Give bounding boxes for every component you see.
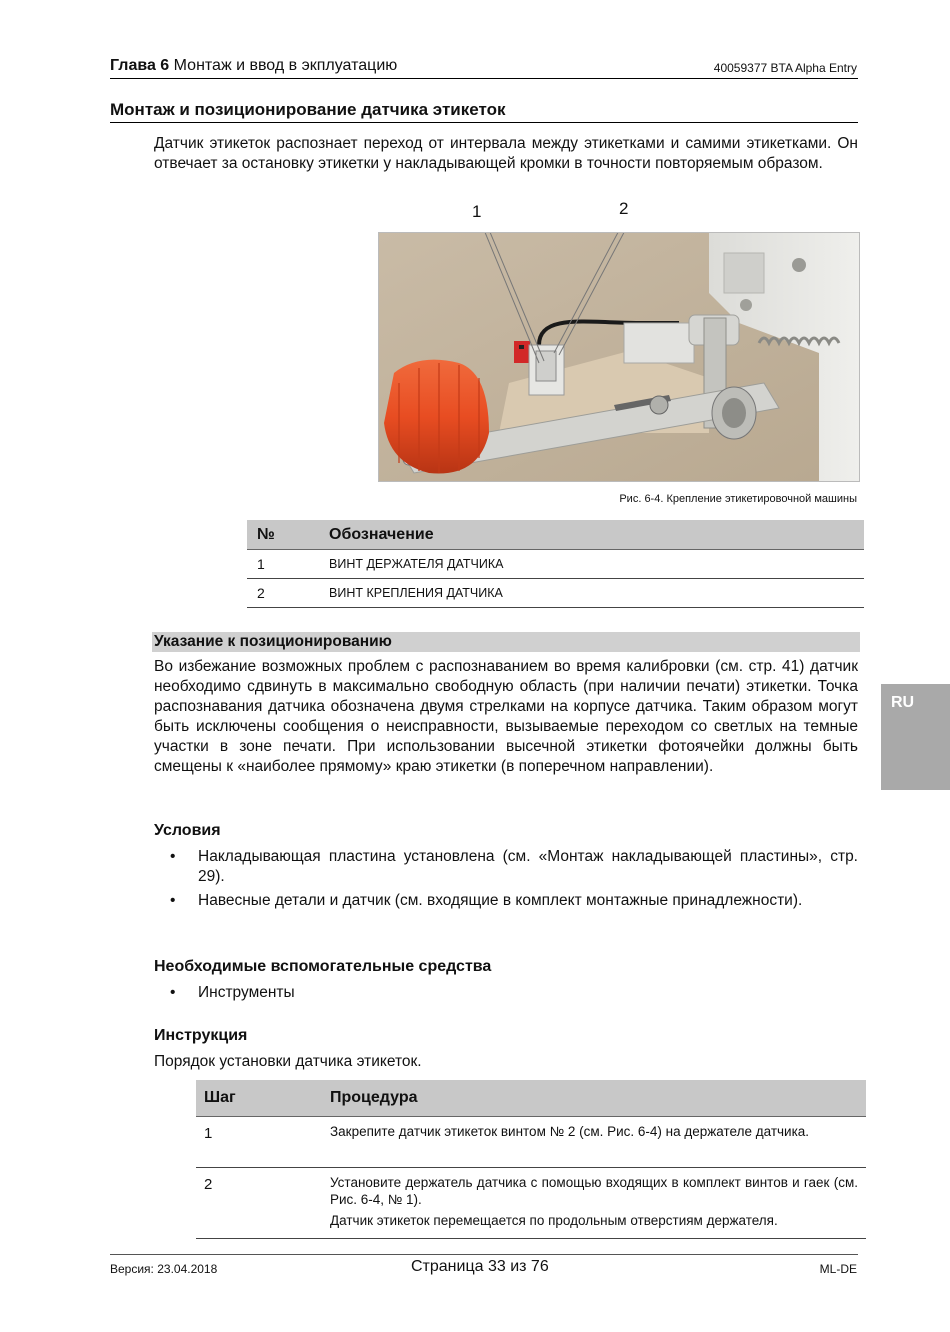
table-header-row [247,520,864,550]
procedure-table [196,1080,866,1239]
table-row [196,1168,866,1239]
footer-code: ML-DE [819,1262,857,1276]
note-title-bar: Указание к позиционированию [152,632,860,652]
condition-item: Накладывающая пластина установлена (см. «Монтаж накладывающей пластины», стр. 29). [198,848,858,885]
table-row [247,579,864,608]
document-id: 40059377 BTA Alpha Entry [713,61,857,75]
section-title: Монтаж и позиционирование датчика этикеток [110,100,506,119]
step-number: 2 [196,1168,322,1239]
table-row [196,1117,866,1168]
sensor-mounting-photo [378,232,860,482]
step-number: 1 [196,1117,322,1168]
column-header-number: № [247,520,319,550]
tools-heading: Необходимые вспомогательные средства [154,958,492,975]
bullet-icon: • [170,848,176,865]
chapter-label: Глава 6 [110,57,170,74]
row-label: ВИНТ ДЕРЖАТЕЛЯ ДАТЧИКА [319,550,864,579]
row-label: ВИНТ КРЕПЛЕНИЯ ДАТЧИКА [319,579,864,608]
language-tab-label: RU [891,694,915,711]
chapter-title: Монтаж и ввод в экплуатацию [173,57,398,74]
instructions-subtitle: Порядок установки датчика этикеток. [154,1053,422,1070]
callout-1: 1 [472,202,482,221]
header-divider [110,78,858,79]
table-header-row [196,1080,866,1117]
row-number: 1 [247,550,319,579]
callout-2: 2 [619,199,629,218]
legend-table [247,520,864,608]
chapter-header [110,57,397,75]
column-header-step: Шаг [196,1080,322,1117]
step-line: Датчик этикеток перемещается по продольным отверстиям держателя. [330,1213,778,1228]
step-line: Установите держатель датчика с помощью входящих в комплект винтов и гаек (см. Рис. 6-4, № 1). [330,1175,858,1207]
condition-item: Навесные детали и датчик (см. входящие в комплект монтажные принадлежности). [198,892,803,909]
step-text: Закрепите датчик этикеток винтом № 2 (см. Рис. 6-4) на держателе датчика. [322,1117,866,1168]
bullet-icon: • [170,892,176,909]
conditions-heading: Условия [154,822,221,839]
footer-divider [110,1254,858,1255]
instructions-heading: Инструкция [154,1027,248,1044]
tool-item: Инструменты [198,984,295,1001]
step-text [322,1168,866,1239]
sensor-mounting-illustration [379,233,859,481]
language-tab [881,684,950,790]
footer-page-number: Страница 33 из 76 [411,1258,549,1275]
column-header-designation: Обозначение [319,520,864,550]
figure-caption: Рис. 6-4. Крепление этикетировочной машины [619,493,857,505]
section-divider [110,122,858,123]
table-row [247,550,864,579]
note-paragraph: Во избежание возможных проблем с распознаванием во время калибровки (см. стр. 41) датчик необходимо сдвинуть в максимально свободную область (при наличии печати) этикетки. Точка распознавания датчика обозначена двумя стрелками на корпусе датчика. Таким образом могут быть исключены сообщения о неисправности, вызываемые переходом со светлых на темные участки в зоне печати. При использовании высечной этикетки фотоячейки должны быть смещены к «наиболее прямому» краю этикетки (в поперечном направлении). [154,658,858,775]
row-number: 2 [247,579,319,608]
bullet-icon: • [170,984,176,1001]
column-header-procedure: Процедура [322,1080,866,1117]
intro-paragraph: Датчик этикеток распознает переход от интервала между этикетками и самими этикетками. Он отвечает за остановку этикетки у накладывающей кромки в точности повторяемым образом. [154,135,858,172]
footer-version: Версия: 23.04.2018 [110,1262,218,1276]
